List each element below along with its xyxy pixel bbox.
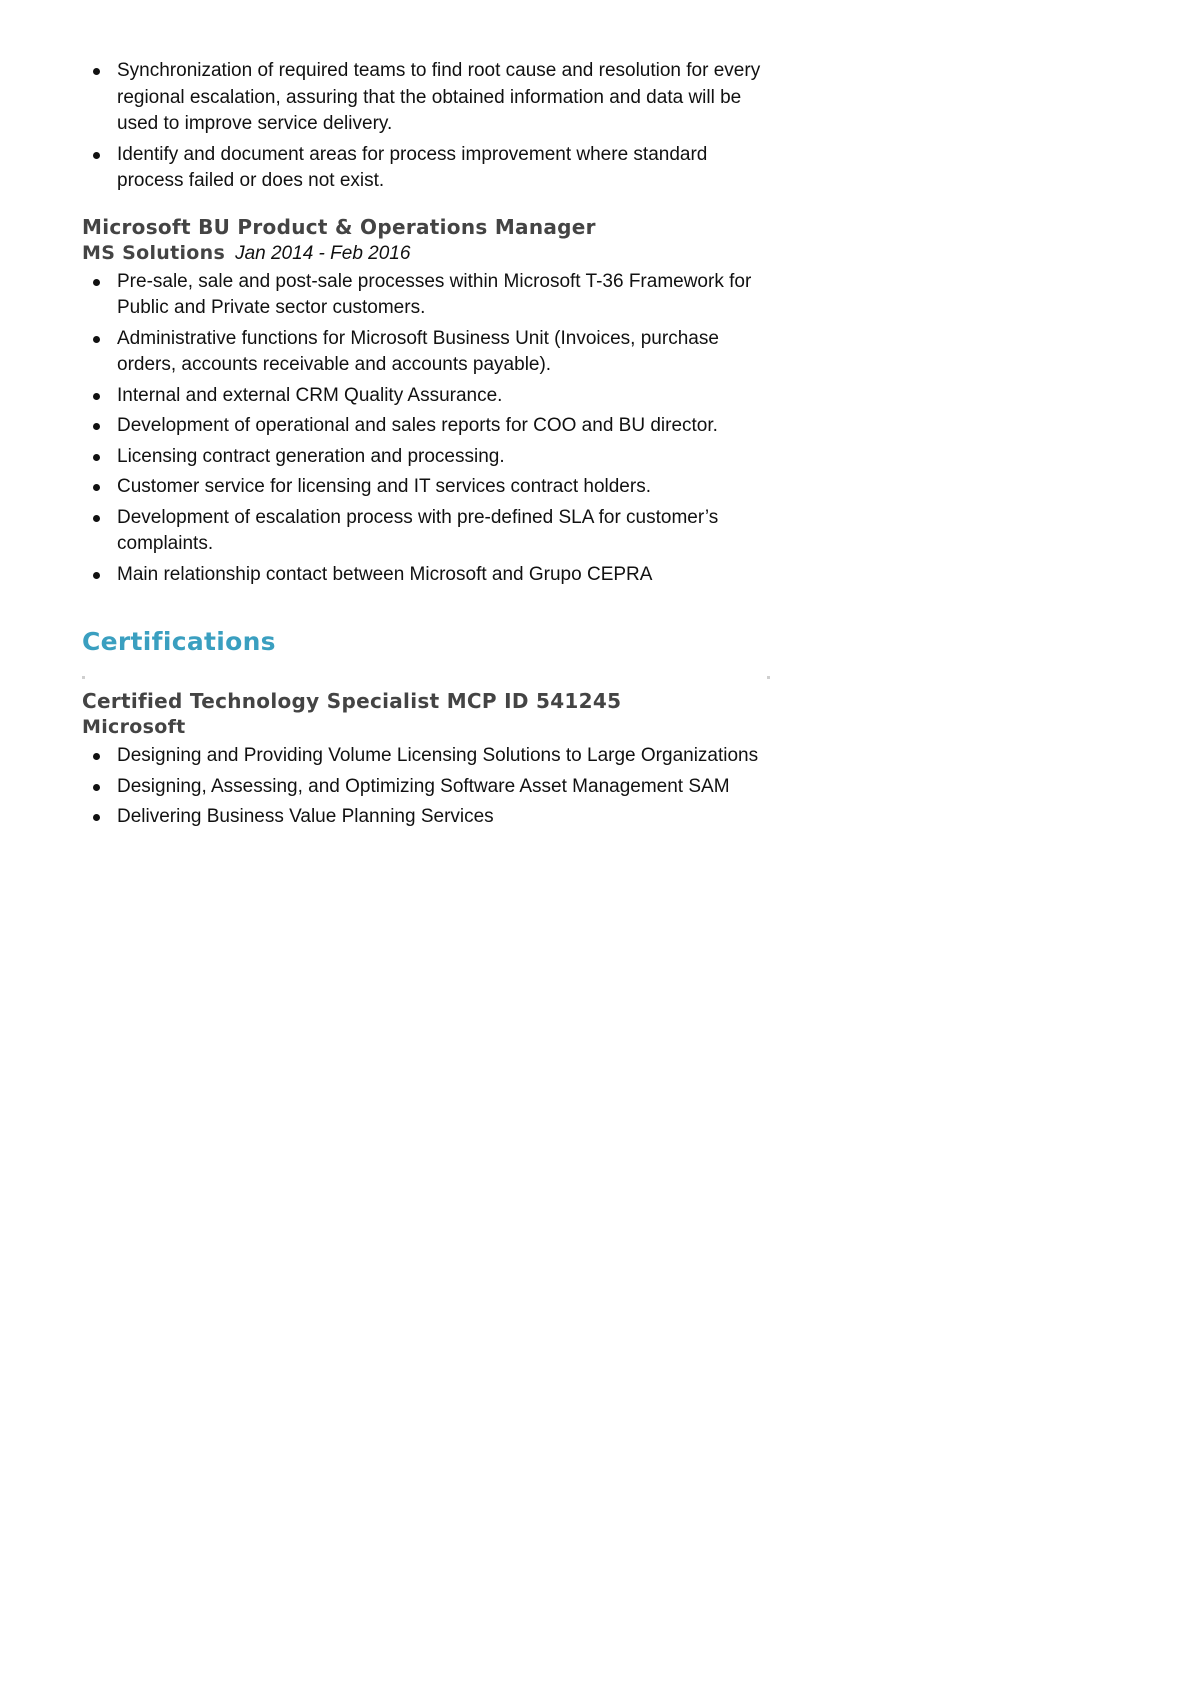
bullet-text: Synchronization of required teams to find root cause and resolution for every regional escalation, assuring that the obtained information and data will be used to improve service delivery. <box>117 60 761 134</box>
bullet-text: Main relationship contact between Microsoft and Grupo CEPRA <box>117 563 653 585</box>
bullet-text: Development of operational and sales reports for COO and BU director. <box>117 415 718 436</box>
bullet-text: Pre-sale, sale and post-sale processes within Microsoft T-36 Framework for Public and Private sector customers. <box>117 270 752 318</box>
list-item <box>82 413 770 440</box>
bullet-icon <box>93 279 100 286</box>
bullet-icon <box>93 152 100 159</box>
bullet-text: Development of escalation process with pre-defined SLA for customer’s complaints. <box>117 506 719 554</box>
bullet-icon <box>93 515 100 522</box>
bullet-text: Identify and document areas for process improvement where standard process failed or does not exist. <box>117 143 708 191</box>
list-item <box>82 58 770 138</box>
bullet-icon <box>93 753 100 760</box>
bullet-text: Customer service for licensing and IT services contract holders. <box>117 476 651 497</box>
job-title: Microsoft BU Product & Operations Manager <box>82 214 596 239</box>
list-item <box>82 269 770 322</box>
bullet-text: Internal and external CRM Quality Assurance. <box>117 384 503 406</box>
job-company: MS Solutions <box>82 241 226 264</box>
bullet-text: Designing, Assessing, and Optimizing Software Asset Management SAM <box>117 775 730 797</box>
section-divider <box>82 676 770 677</box>
list-item <box>82 505 770 558</box>
job-bullets <box>82 269 770 589</box>
bullet-icon <box>93 572 100 579</box>
list-item <box>82 326 770 379</box>
list-item <box>82 383 770 410</box>
bullet-icon <box>93 454 100 461</box>
list-item <box>82 804 770 831</box>
bullet-icon <box>93 814 100 821</box>
previous-job-bullets <box>82 58 770 195</box>
bullet-text: Delivering Business Value Planning Services <box>117 806 494 827</box>
bullet-icon <box>93 423 100 430</box>
list-item <box>82 562 770 589</box>
list-item <box>82 142 770 195</box>
bullet-icon <box>93 484 100 491</box>
list-item <box>82 774 770 801</box>
bullet-icon <box>93 68 100 75</box>
certification-title: Certified Technology Specialist MCP ID 541245 <box>82 689 622 713</box>
section-heading-certifications: Certifications <box>82 627 276 656</box>
bullet-text: Administrative functions for Microsoft Business Unit (Invoices, purchase orders, accounts receivable and accounts payable). <box>117 327 719 375</box>
certification-bullets <box>82 743 770 831</box>
list-item <box>82 444 770 471</box>
divider-end-right <box>767 676 770 679</box>
bullet-text: Designing and Providing Volume Licensing Solutions to Large Organizations <box>117 745 759 766</box>
job-company-line <box>82 240 770 268</box>
job-dates: Jan 2014 - Feb 2016 <box>235 242 411 264</box>
certification-issuer-line <box>82 714 770 742</box>
list-item <box>82 474 770 501</box>
list-item <box>82 743 770 770</box>
bullet-icon <box>93 784 100 791</box>
certification-issuer: Microsoft <box>82 716 186 738</box>
resume-page <box>82 0 770 835</box>
bullet-icon <box>93 336 100 343</box>
divider-end-left <box>82 676 85 679</box>
bullet-icon <box>93 393 100 400</box>
bullet-text: Licensing contract generation and processing. <box>117 445 505 467</box>
